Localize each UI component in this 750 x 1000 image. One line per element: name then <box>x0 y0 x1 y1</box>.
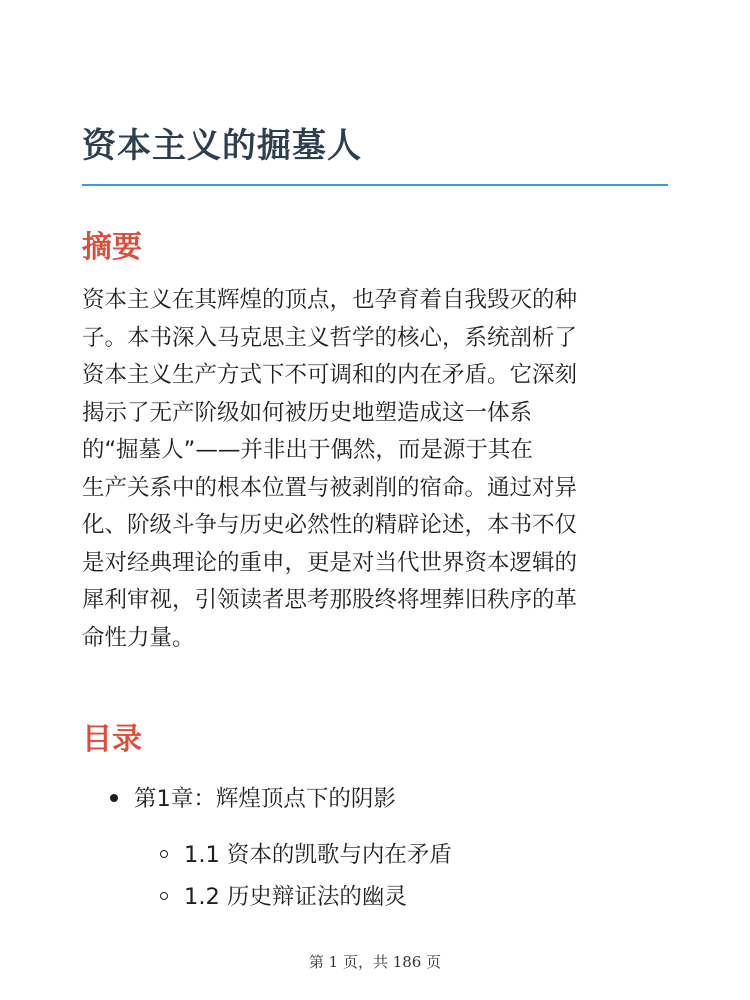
toc-item-chapter-1[interactable] <box>110 784 396 814</box>
bullet-disc-icon <box>110 794 118 802</box>
abstract-line: 化、阶级斗争与历史必然性的精辟论述，本书不仅 <box>82 512 578 538</box>
abstract-line: 命性力量。 <box>82 624 195 651</box>
abstract-line: 子。本书深入马克思主义哲学的核心，系统剖析了 <box>82 324 578 351</box>
document-title: 资本主义的掘墓人 <box>82 126 362 166</box>
abstract-line: 是对经典理论的重申，更是对当代世界资本逻辑的 <box>82 549 578 576</box>
bullet-circle-icon <box>160 850 168 858</box>
toc-heading: 目录 <box>82 722 142 757</box>
toc-item-section-1-2[interactable] <box>160 882 407 912</box>
toc-item-label: 1.1 资本的凯歌与内在矛盾 <box>184 842 452 868</box>
abstract-line: 的“掘墓人”——并非出于偶然，而是源于其在 <box>82 437 533 463</box>
page-number-footer: 第 1 页，共 186 页 <box>308 953 442 971</box>
abstract-line: 揭示了无产阶级如何被历史地塑造成这一体系 <box>82 399 533 426</box>
toc-item-section-1-1[interactable] <box>160 840 452 870</box>
abstract-line: 犀利审视，引领读者思考那股终将埋葬旧秩序的革 <box>82 587 578 613</box>
toc-item-label: 第1章：辉煌顶点下的阴影 <box>134 786 396 812</box>
abstract-line: 资本主义生产方式下不可调和的内在矛盾。它深刻 <box>82 362 578 388</box>
abstract-heading: 摘要 <box>82 230 142 265</box>
abstract-line: 生产关系中的根本位置与被剥削的宿命。通过对异 <box>82 474 578 501</box>
bullet-circle-icon <box>160 892 168 900</box>
abstract-paragraph <box>82 282 682 657</box>
abstract-line: 资本主义在其辉煌的顶点，也孕育着自我毁灭的种 <box>82 287 578 313</box>
title-divider <box>82 184 668 186</box>
toc-item-label: 1.2 历史辩证法的幽灵 <box>184 884 407 910</box>
